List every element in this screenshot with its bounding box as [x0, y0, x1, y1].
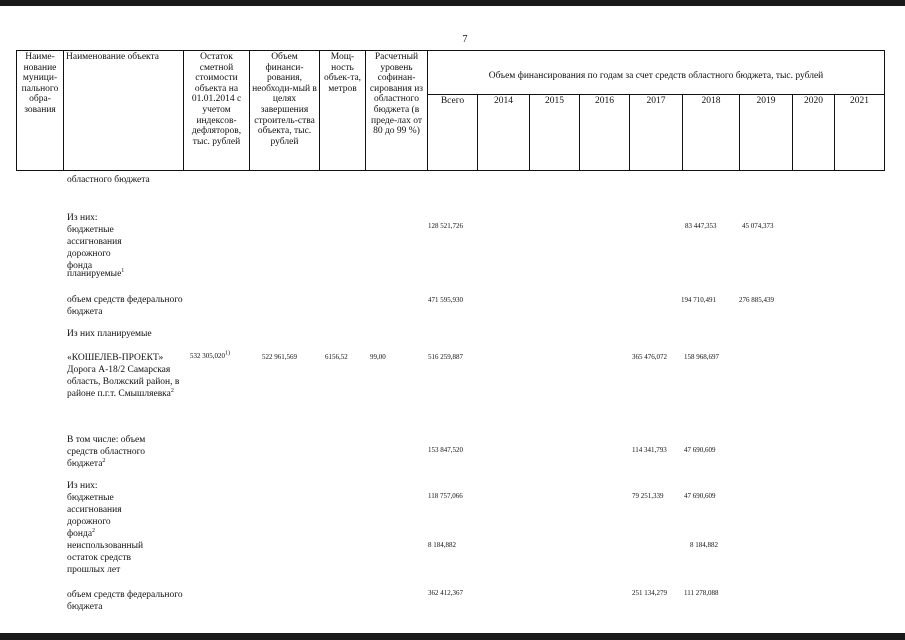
cell-cofinancing-level: 99,00 — [370, 353, 386, 361]
row-label: областного бюджета — [67, 175, 150, 185]
row-label-with-note: В том числе: объем средств областного бюджета$^2$ — [67, 435, 146, 469]
object-name: «КОШЕЛЕВ-ПРОЕКТ» Дорога А-18/2 Самарская область, Волжский район, в районе п.г.т. Смышляевка$^2$ — [67, 353, 180, 399]
header-required-volume: Объем финанси-рования, необходи-мый в целях завершения строитель-ства объекта, тыс. рублей — [250, 51, 320, 171]
cell-total: 471 595,930 — [428, 296, 463, 304]
cell-2018: 111 278,088 — [684, 589, 719, 597]
cell-total: 153 847,520 — [428, 446, 463, 454]
header-year-2016: 2016 — [580, 95, 630, 171]
cell-2018: 47 690,609 — [684, 446, 716, 454]
header-year-2014: 2014 — [478, 95, 530, 171]
cell-2018: 8 184,882 — [690, 541, 718, 549]
cell-2017: 79 251,339 — [632, 492, 664, 500]
cell-required-volume: 522 961,569 — [262, 353, 297, 361]
row-label: Из них планируемые — [67, 329, 152, 339]
cell-total: 118 757,066 — [428, 492, 463, 500]
page-number: 7 — [462, 34, 468, 45]
header-year-total: Всего — [428, 95, 478, 171]
cell-2017: 365 476,072 — [632, 353, 667, 361]
cell-2019: 45 074,373 — [742, 222, 774, 230]
header-cofinancing-level: Расчетный уровень софинан-сирования из областного бюджета (в преде-лах от 80 до 99 %) — [366, 51, 428, 171]
header-year-2018: 2018 — [683, 95, 740, 171]
cell-capacity: 6156,52 — [325, 353, 348, 361]
cell-2018: 194 710,491 — [681, 296, 716, 304]
cell-total: 8 184,882 — [428, 541, 456, 549]
header-year-2020: 2020 — [793, 95, 835, 171]
row-label-with-note: Из них: бюджетные ассигнования дорожного фонда$^2$ — [67, 481, 122, 539]
cell-2018: 83 447,353 — [685, 222, 717, 230]
cell-2018: 47 690,609 — [684, 492, 716, 500]
cell-2019: 276 885,439 — [739, 296, 774, 304]
cell-2017: 251 134,279 — [632, 589, 667, 597]
cell-remaining-cost: 532 305,020$^{1)}$ — [190, 350, 230, 360]
header-object: Наименование объекта — [64, 51, 184, 171]
row-label: объем средств федерального бюджета — [67, 295, 183, 317]
row-label-with-note: планируемые$^1$ — [67, 267, 125, 279]
header-year-2017: 2017 — [630, 95, 683, 171]
cell-total: 516 259,887 — [428, 353, 463, 361]
bottom-border — [0, 633, 905, 640]
row-label: Из них: бюджетные ассигнования дорожного фонда — [67, 213, 122, 271]
header-financing-by-year: Объем финансирования по годам за счет средств областного бюджета, тыс. рублей — [428, 51, 885, 95]
cell-2018: 158 968,697 — [684, 353, 719, 361]
row-label: объем средств федерального бюджета — [67, 590, 183, 612]
header-year-2015: 2015 — [530, 95, 580, 171]
cell-2017: 114 341,793 — [632, 446, 667, 454]
cell-total: 128 521,726 — [428, 222, 463, 230]
header-year-2019: 2019 — [740, 95, 793, 171]
header-municipality: Наиме-нование муници-пального обра-зования — [17, 51, 64, 171]
header-remaining-cost: Остаток сметной стоимости объекта на 01.01.2014 с учетом индексов-дефляторов, тыс. рублей — [184, 51, 250, 171]
cell-total: 362 412,367 — [428, 589, 463, 597]
header-year-2021: 2021 — [835, 95, 885, 171]
row-label: неиспользованный остаток средств прошлых лет — [67, 541, 144, 575]
table-header — [16, 50, 885, 171]
header-capacity: Мощ-ность объек-та, метров — [320, 51, 366, 171]
top-border — [0, 0, 905, 6]
